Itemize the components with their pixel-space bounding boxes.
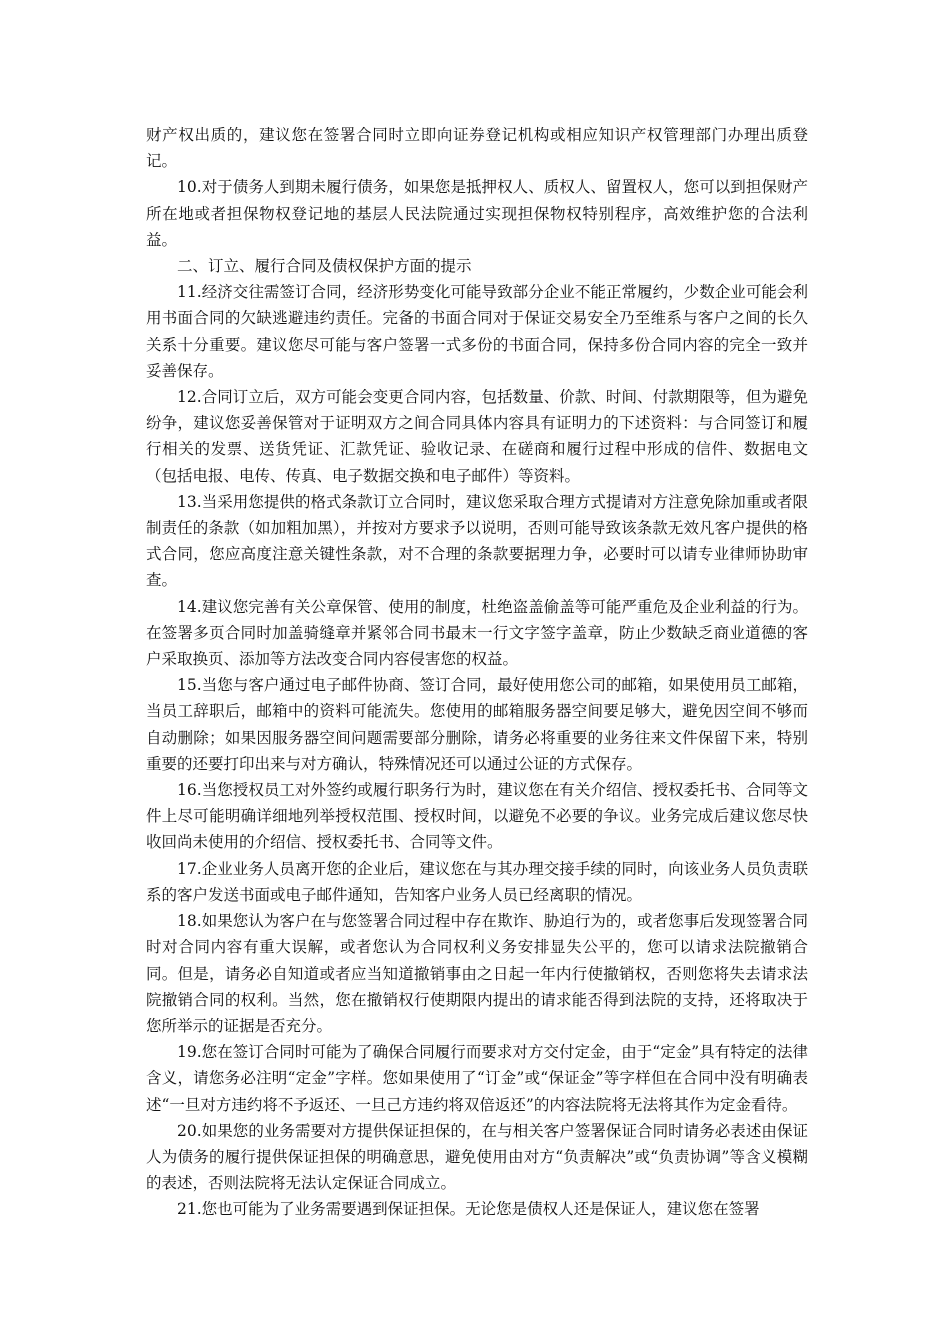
paragraph: 15.当您与客户通过电子邮件协商、签订合同，最好使用您公司的邮箱，如果使用员工邮箱，当员工辞职后，邮箱中的资料可能流失。您使用的邮箱服务器空间要足够大，避免因空间不够而自动删除；如果因服务器空间问题需要部分删除，请务必将重要的业务往来文件保留下来，特别重要的还要打印出来与对方确认，特殊情况还可以通过公证的方式保存。: [146, 676, 808, 773]
paragraph: 17.企业业务人员离开您的企业后，建议您在与其办理交接手续的同时，向该业务人员负责联系的客户发送书面或电子邮件通知，告知客户业务人员已经离职的情况。: [146, 859, 808, 904]
paragraph: 19.您在签订合同时可能为了确保合同履行而要求对方交付定金，由于“定金”具有特定的法律含义，请您务必注明“定金”字样。您如果使用了“订金”或“保证金”等字样但在合同中没有明确表述“一旦对方违约将不予返还、一旦己方违约将双倍返还”的内容法院将无法将其作为定金看待。: [146, 1043, 808, 1114]
paragraph: 财产权出质的，建议您在签署合同时立即向证券登记机构或相应知识产权管理部门办理出质登记。: [146, 126, 808, 171]
document-body: [146, 122, 808, 1223]
paragraph: 12.合同订立后，双方可能会变更合同内容，包括数量、价款、时间、付款期限等，但为避免纷争，建议您妥善保管对于证明双方之间合同具体内容具有证明力的下述资料：与合同签订和履行相关的发票、送货凭证、汇款凭证、验收记录、在磋商和履行过程中形成的信件、数据电文（包括电报、电传、传真、电子数据交换和电子邮件）等资料。: [146, 388, 808, 485]
paragraph: 14.建议您完善有关公章保管、使用的制度，杜绝盗盖偷盖等可能严重危及企业利益的行为。在签署多页合同时加盖骑缝章并紧邻合同书最末一行文字签字盖章，防止少数缺乏商业道德的客户采取换页、添加等方法改变合同内容侵害您的权益。: [146, 597, 808, 669]
section-heading: 二、订立、履行合同及债权保护方面的提示: [177, 257, 472, 276]
paragraph: 11.经济交往需签订合同，经济形势变化可能导致部分企业不能正常履约，少数企业可能会利用书面合同的欠缺逃避违约责任。完备的书面合同对于保证交易安全乃至维系与客户之间的长久关系十分重要。建议您尽可能与客户签署一式多份的书面合同，保持多份合同内容的完全一致并妥善保存。: [146, 283, 808, 380]
paragraph: 21.您也可能为了业务需要遇到保证担保。无论您是债权人还是保证人，建议您在签署: [177, 1200, 760, 1219]
paragraph: 10.对于债务人到期未履行债务，如果您是抵押权人、质权人、留置权人，您可以到担保财产所在地或者担保物权登记地的基层人民法院通过实现担保物权特别程序，高效维护您的合法利益。: [146, 178, 808, 249]
paragraph: 16.当您授权员工对外签约或履行职务行为时，建议您在有关介绍信、授权委托书、合同等文件上尽可能明确详细地列举授权范围、授权时间，以避免不必要的争议。业务完成后建议您尽快收回尚未使用的介绍信、授权委托书、合同等文件。: [146, 781, 808, 852]
paragraph: 20.如果您的业务需要对方提供保证担保的，在与相关客户签署保证合同时请务必表述由保证人为债务的履行提供保证担保的明确意思，避免使用由对方“负责解决”或“负责协调”等含义模糊的表述，否则法院将无法认定保证合同成立。: [146, 1121, 808, 1193]
paragraph: 13.当采用您提供的格式条款订立合同时，建议您采取合理方式提请对方注意免除加重或者限制责任的条款（如加粗加黑），并按对方要求予以说明，否则可能导致该条款无效凡客户提供的格式合同，您应高度注意关键性条款，对不合理的条款要据理力争，必要时可以请专业律师协助审查。: [146, 492, 808, 590]
paragraph: 18.如果您认为客户在与您签署合同过程中存在欺诈、胁迫行为的，或者您事后发现签署合同时对合同内容有重大误解，或者您认为合同权利义务安排显失公平的，您可以请求法院撤销合同。但是，请务必自知道或者应当知道撤销事由之日起一年内行使撤销权，否则您将失去请求法院撤销合同的权利。当然，您在撤销权行使期限内提出的请求能否得到法院的支持，还将取决于您所举示的证据是否充分。: [146, 912, 808, 1035]
